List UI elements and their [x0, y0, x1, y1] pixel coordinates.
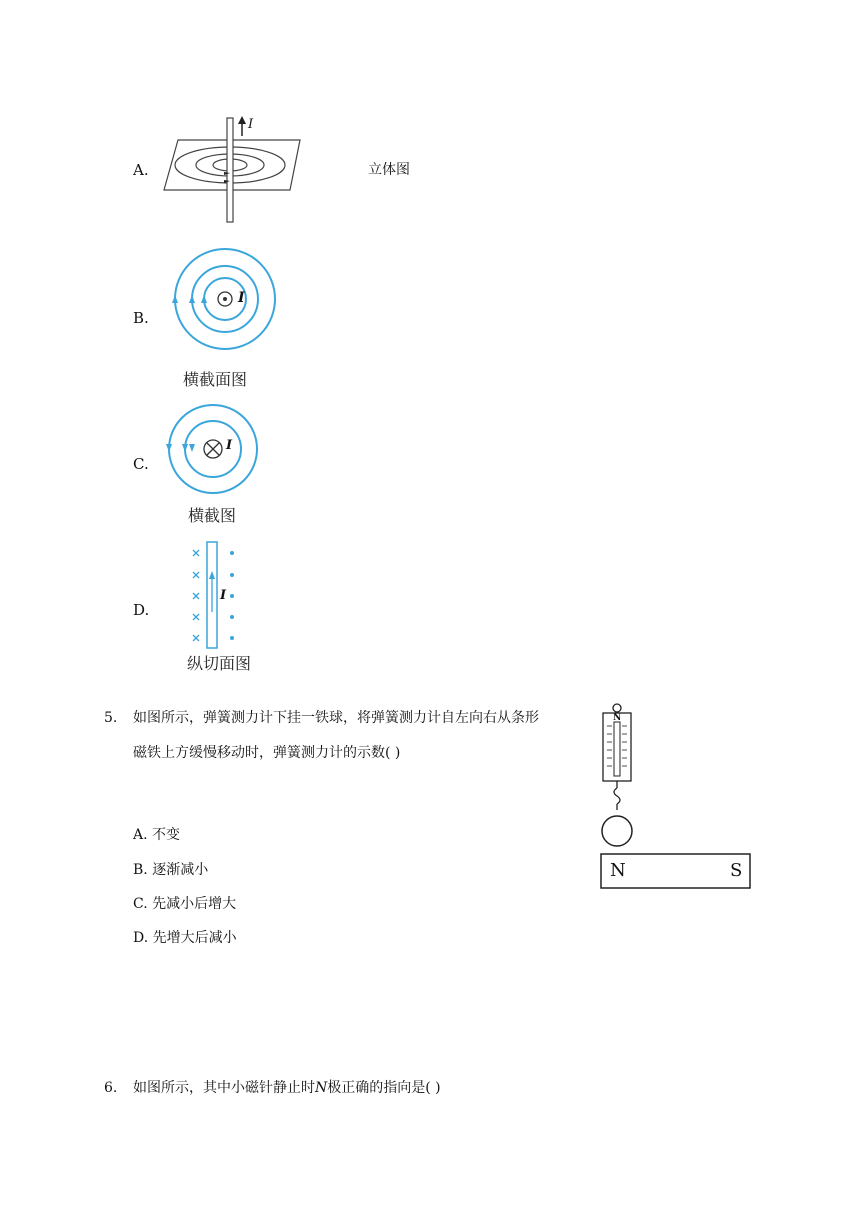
q6-stem-after: 极正确的指向是( ): [327, 1080, 441, 1096]
q4-option-a-current-label: I: [248, 117, 254, 132]
q4-option-c-caption: 横截图: [188, 506, 237, 525]
q5-option-c-text: 先减小后增大: [152, 896, 237, 912]
q5-magnet-pole-n: N: [610, 860, 626, 881]
q5-option-b-letter: B.: [133, 862, 148, 878]
q4-option-d-figure: [190, 540, 240, 650]
q4-option-b-letter[interactable]: B.: [133, 309, 149, 327]
q5-option-a[interactable]: [133, 825, 180, 845]
q5-option-a-text: 不变: [152, 827, 181, 843]
q4-option-c-figure: [166, 403, 261, 498]
q4-option-d-current-label: I: [220, 588, 227, 603]
q4-option-b-figure: [170, 248, 280, 358]
q4-option-d-caption: 纵切面图: [187, 654, 252, 673]
q6-stem-before: 如图所示，其中小磁针静止时: [133, 1080, 315, 1096]
q5-stem-line1: 如图所示，弹簧测力计下挂一铁球，将弹簧测力计自左向右从条形: [133, 710, 539, 726]
q4-option-c-current-label: I: [226, 438, 233, 453]
q5-magnet-pole-s: S: [730, 860, 743, 881]
q5-option-c-letter: C.: [133, 896, 148, 912]
q5-option-d[interactable]: [133, 928, 237, 948]
q4-option-d-letter[interactable]: D.: [133, 601, 150, 619]
q5-option-c[interactable]: [133, 894, 236, 914]
q4-option-b-caption: 横截面图: [183, 370, 248, 389]
q5-option-d-text: 先增大后减小: [152, 930, 237, 946]
q5-option-b-text: 逐渐减小: [152, 862, 209, 878]
q5-option-d-letter: D.: [133, 930, 149, 946]
q5-number: 5.: [104, 710, 118, 726]
q6-number: 6.: [104, 1080, 118, 1096]
q4-option-a-caption: 立体图: [368, 162, 410, 178]
q4-option-b-current-label: I: [238, 290, 245, 306]
q5-scale-top-label: N: [613, 713, 622, 723]
q4-option-c-letter[interactable]: C.: [133, 455, 149, 473]
q4-option-a-letter[interactable]: A.: [133, 161, 149, 179]
q6-stem-italic-n: N: [315, 1080, 328, 1096]
q4-option-a-figure: [160, 112, 310, 227]
q5-option-b[interactable]: [133, 860, 208, 880]
q5-option-a-letter: A.: [133, 827, 148, 843]
q5-stem-line2: 磁铁上方缓慢移动时，弹簧测力计的示数( ): [133, 745, 401, 761]
q6-stem: [133, 1078, 441, 1098]
